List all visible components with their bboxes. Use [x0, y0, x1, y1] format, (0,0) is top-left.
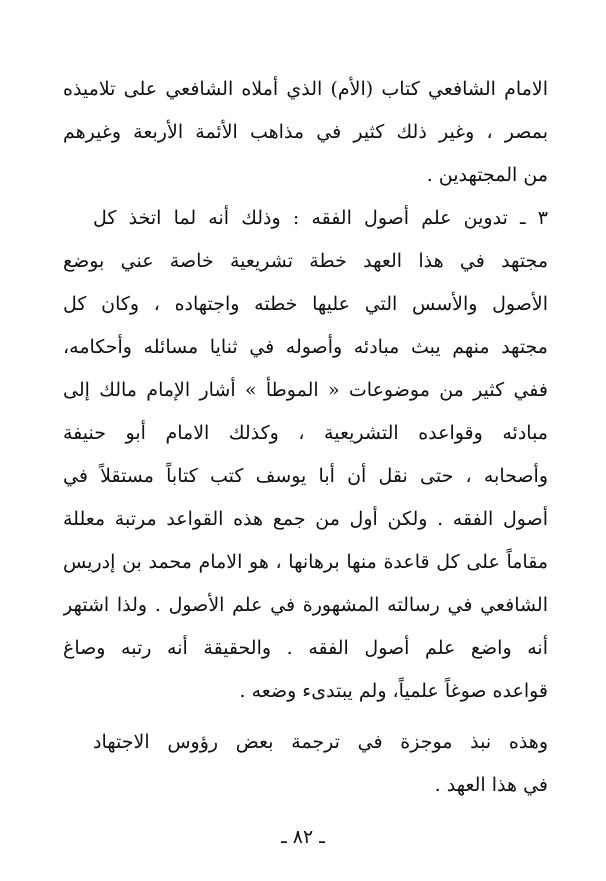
text-line: ففي كثير من موضوعات « الموطأ » أشار الإمام مالك إلى: [63, 379, 548, 401]
text-line: في هذا العهد .: [434, 774, 548, 796]
text-line: مقاماً على كل قاعدة منها برهانها ، هو الامام محمد بن إدريس: [63, 551, 548, 573]
text-line: مجتهد في هذا العهد خطة تشريعية خاصة عني بوضع: [63, 250, 548, 272]
text-line: وهذه نبذ موجزة في ترجمة بعض رؤوس الاجتهاد: [93, 731, 548, 753]
text-line: مبادئه وقواعده التشريعية ، وكذلك الامام أبو حنيفة: [63, 422, 548, 444]
text-line: من المجتهدين .: [426, 164, 548, 186]
text-line: ٣ ـ تدوين علم أصول الفقه : وذلك أنه لما اتخذ كل: [93, 207, 548, 229]
text-line: أنه واضع علم أصول الفقه . والحقيقة أنه رتبه وصاغ: [63, 637, 548, 659]
text-line: الشافعي في رسالته المشهورة في علم الأصول . ولذا اشتهر: [63, 594, 548, 616]
text-line: الامام الشافعي كتاب (الأم) الذي أملاه الشافعي على تلاميذه: [63, 78, 548, 100]
text-line: وأصحابه ، حتى نقل أن أبا يوسف كتب كتاباً مستقلاً في: [63, 465, 548, 487]
text-line: أصول الفقه . ولكن أول من جمع هذه القواعد مرتبة معللة: [63, 508, 548, 530]
page-number: ـ ٨٢ ـ: [281, 826, 325, 848]
text-line: مجتهد منهم يبث مبادئه وأصوله في ثنايا مسائله وأحكامه،: [63, 336, 548, 358]
text-line: الأصول والأسس التي عليها خطته واجتهاده ، وكان كل: [63, 293, 548, 315]
text-line: قواعده صوغاً علمياً، ولم يبتدىء وضعه .: [239, 680, 548, 702]
text-line: بمصر ، وغير ذلك كثير في مذاهب الأئمة الأربعة وغيرهم: [63, 121, 548, 143]
